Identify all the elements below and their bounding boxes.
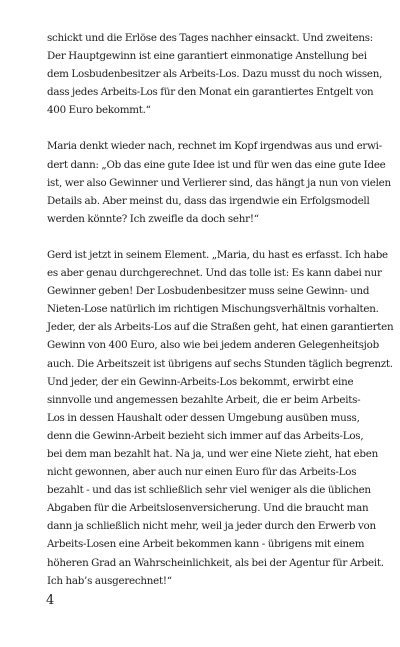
text-line: Abgaben für die Arbeitslosenversicherung. Und die braucht man bbox=[47, 502, 369, 515]
paragraph-2 bbox=[47, 137, 391, 227]
paragraph-1 bbox=[47, 29, 383, 119]
text-line: nicht gewonnen, aber auch nur einen Euro für das Arbeits-Los bbox=[47, 466, 357, 479]
text-line: Gewinn von 400 Euro, also wie bei jedem anderen Gelegenheitsjob bbox=[47, 339, 379, 352]
text-line: dem Losbudenbesitzer als Arbeits-Los. Dazu musst du noch wissen, bbox=[47, 68, 383, 81]
text-line: Gewinner geben! Der Losbudenbesitzer muss seine Gewinn- und bbox=[47, 285, 370, 298]
text-line: Und jeder, der ein Gewinn-Arbeits-Los bekommt, erwirbt eine bbox=[47, 375, 354, 388]
page-body-text bbox=[47, 29, 394, 590]
text-line: bezahlt - und das ist schließlich sehr viel weniger als die üblichen bbox=[47, 484, 371, 497]
text-line: werden könnte? Ich zweifle da doch sehr!“ bbox=[47, 212, 259, 225]
text-line: Der Hauptgewinn ist eine garantiert einmonatige Anstellung bei bbox=[47, 50, 367, 63]
text-line: höheren Grad an Wahrscheinlichkeit, als bei der Agentur für Arbeit. bbox=[47, 556, 384, 569]
text-line: Maria denkt wieder nach, rechnet im Kopf irgendwas aus und erwi- bbox=[47, 140, 382, 153]
text-line: Gerd ist jetzt in seinem Element. „Maria, du hast es erfasst. Ich habe bbox=[47, 248, 388, 261]
text-line: dert dann: „Ob das eine gute Idee ist und für wen das eine gute Idee bbox=[47, 158, 386, 171]
text-line: denn die Gewinn-Arbeit bezieht sich immer auf das Arbeits-Los, bbox=[47, 429, 364, 442]
text-line: auch. Die Arbeitszeit ist übrigens auf sechs Stunden täglich begrenzt. bbox=[47, 357, 393, 370]
text-line: es aber genau durchgerechnet. Und das tolle ist: Es kann dabei nur bbox=[47, 267, 382, 280]
text-line: bei dem man bezahlt hat. Na ja, und wer eine Niete zieht, hat eben bbox=[47, 447, 378, 460]
text-line: Ich hab’s ausgerechnet!“ bbox=[47, 574, 172, 587]
text-line: dann ja schließlich nicht mehr, weil ja jeder durch den Erwerb von bbox=[47, 520, 376, 533]
page-number: 4 bbox=[46, 593, 55, 608]
text-line: Nieten-Lose natürlich im richtigen Mischungsverhältnis vorhalten. bbox=[47, 303, 379, 316]
paragraph-3 bbox=[47, 246, 394, 590]
text-line: Los in dessen Haushalt oder dessen Umgebung ausüben muss, bbox=[47, 411, 360, 424]
text-line: sinnvolle und angemessen bezahlte Arbeit, die er beim Arbeits- bbox=[47, 393, 361, 406]
text-line: dass jedes Arbeits-Los für den Monat ein garantiertes Entgelt von bbox=[47, 86, 374, 99]
text-line: schickt und die Erlöse des Tages nachher einsackt. Und zweitens: bbox=[47, 32, 373, 44]
text-line: ist, wer also Gewinner und Verlierer sind, das hängt ja nun von vielen bbox=[47, 176, 391, 189]
text-line: Details ab. Aber meinst du, dass das irgendwie ein Erfolgsmodell bbox=[47, 194, 370, 207]
text-line: Arbeits-Losen eine Arbeit bekommen kann - übrigens mit einem bbox=[47, 538, 365, 551]
text-line: Jeder, der als Arbeits-Los auf die Straßen geht, hat einen garantierten bbox=[47, 321, 394, 334]
text-line: 400 Euro bekommt.“ bbox=[47, 104, 151, 117]
